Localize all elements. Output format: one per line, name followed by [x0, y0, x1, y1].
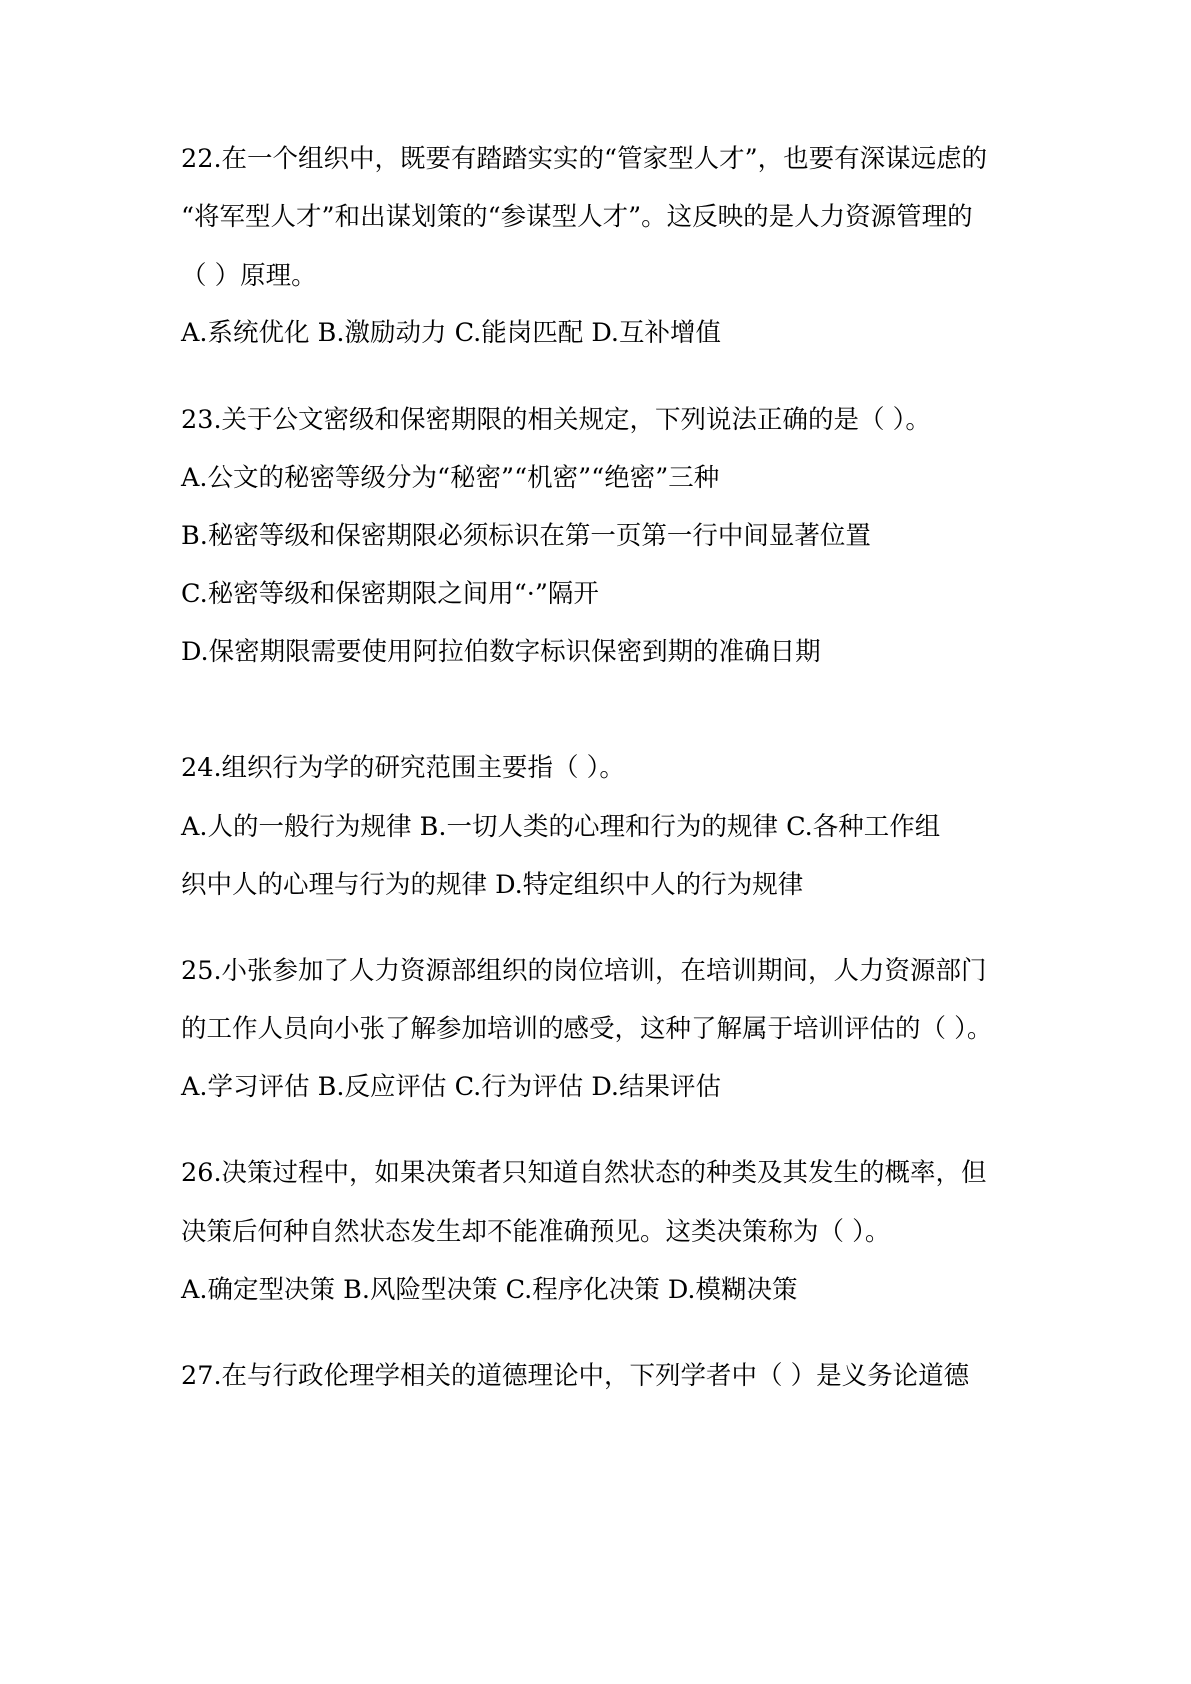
question-26-line-2: 决策后何种自然状态发生却不能准确预见。这类决策称为（ ）。 [181, 1217, 891, 1247]
question-22-options: A.系统优化 B.激励动力 C.能岗匹配 D.互补增值 [181, 318, 722, 348]
question-23-option-a: A.公文的秘密等级分为“秘密”“机密”“绝密”三种 [181, 463, 720, 493]
question-26-options: A.确定型决策 B.风险型决策 C.程序化决策 D.模糊决策 [181, 1275, 798, 1305]
question-23-option-c: C.秘密等级和保密期限之间用“·”隔开 [181, 579, 599, 609]
question-22-line-3: （ ）原理。 [181, 261, 317, 291]
question-24-line-1: 24.组织行为学的研究范围主要指（ ）。 [181, 753, 625, 783]
question-24-options-line-1: A.人的一般行为规律 B.一切人类的心理和行为的规律 C.各种工作组 [181, 812, 941, 842]
question-24-options-line-2: 织中人的心理与行为的规律 D.特定组织中人的行为规律 [181, 870, 804, 900]
question-25-options: A.学习评估 B.反应评估 C.行为评估 D.结果评估 [181, 1072, 722, 1102]
question-23-line-1: 23.关于公文密级和保密期限的相关规定，下列说法正确的是（ ）。 [181, 405, 931, 435]
question-23-option-d: D.保密期限需要使用阿拉伯数字标识保密到期的准确日期 [181, 637, 821, 667]
question-23-option-b: B.秘密等级和保密期限必须标识在第一页第一行中间显著位置 [181, 521, 871, 551]
question-25-line-1: 25.小张参加了人力资源部组织的岗位培训，在培训期间，人力资源部门 [181, 956, 987, 986]
question-25-line-2: 的工作人员向小张了解参加培训的感受，这种了解属于培训评估的（ ）。 [181, 1014, 993, 1044]
question-22-line-2: “将军型人才”和出谋划策的“参谋型人才”。这反映的是人力资源管理的 [181, 202, 973, 232]
question-22-line-1: 22.在一个组织中，既要有踏踏实实的“管家型人才”，也要有深谋远虑的 [181, 144, 988, 174]
question-27-line-1: 27.在与行政伦理学相关的道德理论中，下列学者中（ ）是义务论道德 [181, 1361, 970, 1391]
question-26-line-1: 26.决策过程中，如果决策者只知道自然状态的种类及其发生的概率，但 [181, 1158, 987, 1188]
